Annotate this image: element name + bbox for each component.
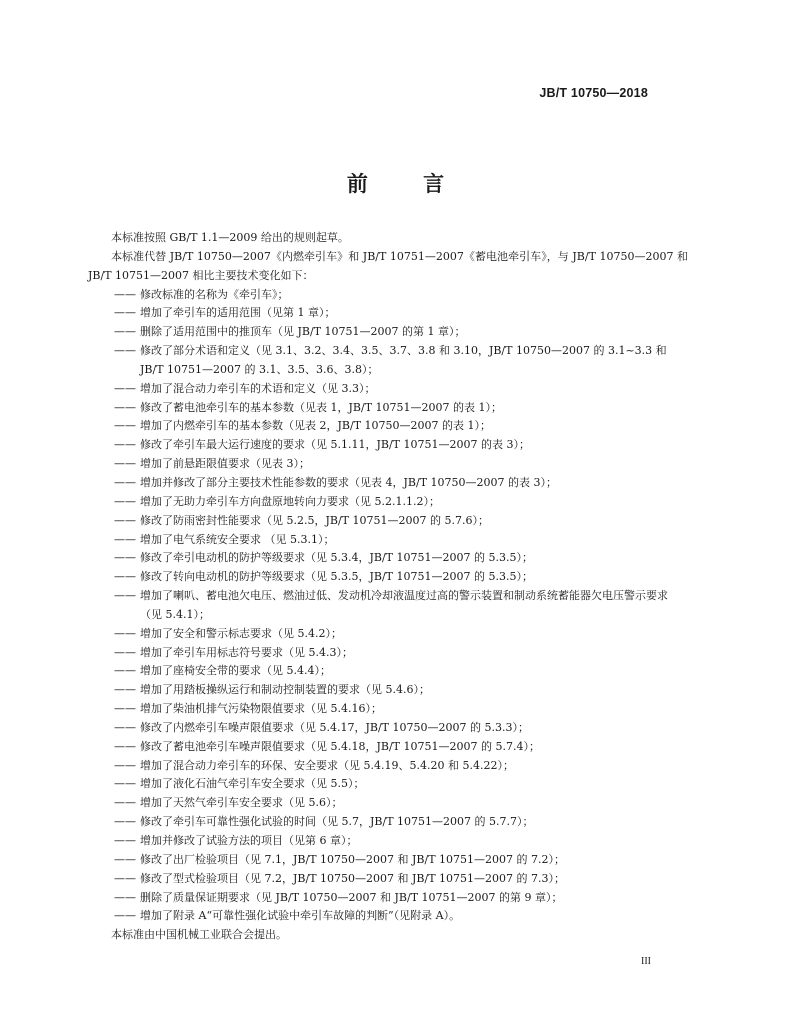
em-dash-marker: ——	[114, 815, 136, 829]
change-item-text: 增加了喇叭、蓄电池欠电压、燃油过低、发动机冷却液温度过高的警示装置和制动系统蓄能器欠电压警示要求（见 5.4.1）；	[140, 589, 668, 621]
em-dash-marker: ——	[114, 325, 136, 339]
em-dash-marker: ——	[114, 532, 136, 546]
em-dash-marker: ——	[114, 344, 136, 358]
change-item-text: 增加了液化石油气牵引车安全要求（见 5.5）；	[140, 777, 365, 791]
em-dash-marker: ——	[114, 720, 136, 734]
change-list-item	[114, 399, 688, 418]
change-list-item	[114, 644, 688, 663]
change-item-text: 增加了无助力牵引车方向盘原地转向力要求（见 5.2.1.1.2）；	[140, 494, 440, 508]
change-list-item	[114, 813, 688, 832]
standard-number: JB/T 10750—2018	[539, 86, 648, 100]
em-dash-marker: ——	[114, 513, 136, 527]
em-dash-marker: ——	[114, 287, 136, 301]
em-dash-marker: ——	[114, 438, 136, 452]
change-list	[88, 286, 688, 927]
em-dash-marker: ——	[114, 306, 136, 320]
change-list-item	[114, 700, 688, 719]
change-item-text: 增加了电气系统安全要求 （见 5.3.1）；	[140, 532, 335, 546]
change-item-text: 修改了内燃牵引车噪声限值要求（见 5.4.17，JB/T 10750—2007 的 5.3.3）；	[140, 720, 529, 734]
em-dash-marker: ——	[114, 852, 136, 866]
change-item-text: 修改了出厂检验项目（见 7.1，JB/T 10750—2007 和 JB/T 10751—2007 的 7.2）；	[140, 852, 566, 866]
change-list-item	[114, 436, 688, 455]
change-list-item	[114, 907, 688, 926]
em-dash-marker: ——	[114, 683, 136, 697]
em-dash-marker: ——	[114, 589, 136, 603]
em-dash-marker: ——	[114, 909, 136, 923]
intro-paragraph: 本标准按照 GB/T 1.1—2009 给出的规则起草。	[111, 231, 349, 244]
page-number: III	[641, 956, 651, 967]
change-list-item	[114, 455, 688, 474]
change-list-item	[114, 738, 688, 757]
em-dash-marker: ——	[114, 777, 136, 791]
em-dash-marker: ——	[114, 702, 136, 716]
change-list-item	[114, 681, 688, 700]
change-item-text: 增加并修改了试验方法的项目（见第 6 章）；	[140, 834, 358, 847]
em-dash-marker: ——	[114, 381, 136, 395]
change-item-text: 修改了型式检验项目（见 7.2，JB/T 10750—2007 和 JB/T 10751—2007 的 7.3）；	[140, 871, 566, 885]
replacement-paragraph: 本标准代替 JB/T 10750—2007《内燃牵引车》和 JB/T 10751—2007《蓄电池牵引车》，与 JB/T 10750—2007 和 JB/T 10751—2007 相比主要技术变化如下：	[88, 249, 688, 282]
change-item-text: 增加了牵引车用标志符号要求（见 5.4.3）；	[140, 645, 353, 659]
change-item-text: 增加了附录 A“可靠性强化试验中牵引车故障的判断”（见附录 A）。	[140, 909, 461, 923]
change-list-item	[114, 851, 688, 870]
change-list-item	[114, 493, 688, 512]
em-dash-marker: ——	[114, 890, 136, 904]
change-list-item	[114, 757, 688, 776]
change-item-text: 修改了防雨密封性能要求（见 5.2.5，JB/T 10751—2007 的 5.7.6）；	[140, 513, 489, 527]
change-list-item	[114, 304, 688, 323]
change-item-text: 增加了用踏板操纵运行和制动控制装置的要求（见 5.4.6）；	[140, 683, 430, 697]
foreword-body	[88, 229, 688, 945]
change-list-item	[114, 662, 688, 681]
change-list-item	[114, 342, 688, 380]
change-list-item	[114, 323, 688, 342]
em-dash-marker: ——	[114, 834, 136, 847]
change-item-text: 增加了安全和警示标志要求（见 5.4.2）；	[140, 626, 342, 640]
change-item-text: 增加了天然气牵引车安全要求（见 5.6）；	[140, 796, 343, 810]
em-dash-marker: ——	[114, 457, 136, 471]
change-item-text: 增加了座椅安全带的要求（见 5.4.4）；	[140, 664, 331, 678]
em-dash-marker: ——	[114, 400, 136, 414]
change-item-text: 增加了混合动力牵引车的环保、安全要求（见 5.4.19、5.4.20 和 5.4.22）；	[140, 758, 514, 772]
em-dash-marker: ——	[114, 664, 136, 678]
change-item-text: 增加了牵引车的适用范围（见第 1 章）；	[140, 306, 336, 320]
change-list-item	[114, 625, 688, 644]
change-item-text: 修改标准的名称为《牵引车》；	[140, 287, 289, 301]
change-item-text: 修改了转向电动机的防护等级要求（见 5.3.5，JB/T 10751—2007 的 5.3.5）；	[140, 570, 533, 584]
em-dash-marker: ——	[114, 419, 136, 433]
change-list-item	[114, 832, 688, 851]
change-list-item	[114, 417, 688, 436]
change-item-text: 修改了牵引电动机的防护等级要求（见 5.3.4，JB/T 10751—2007 的 5.3.5）；	[140, 551, 533, 565]
change-list-item	[114, 889, 688, 908]
em-dash-marker: ——	[114, 796, 136, 810]
change-list-item	[114, 549, 688, 568]
em-dash-marker: ——	[114, 626, 136, 640]
closing-paragraph: 本标准由中国机械工业联合会提出。	[111, 928, 287, 942]
change-item-text: 修改了蓄电池牵引车的基本参数（见表 1，JB/T 10751—2007 的表 1）；	[140, 400, 503, 414]
em-dash-marker: ——	[114, 475, 136, 489]
em-dash-marker: ——	[114, 739, 136, 753]
change-item-text: 修改了牵引车最大运行速度的要求（见 5.1.11，JB/T 10751—2007 的表 3）；	[140, 438, 530, 452]
em-dash-marker: ——	[114, 570, 136, 584]
change-item-text: 增加并修改了部分主要技术性能参数的要求（见表 4，JB/T 10750—2007 的表 3）；	[140, 475, 558, 489]
change-list-item	[114, 794, 688, 813]
em-dash-marker: ——	[114, 494, 136, 508]
em-dash-marker: ——	[114, 645, 136, 659]
change-list-item	[114, 719, 688, 738]
change-list-item	[114, 531, 688, 550]
change-list-item	[114, 380, 688, 399]
change-item-text: 修改了蓄电池牵引车噪声限值要求（见 5.4.18，JB/T 10751—2007 的 5.7.4）；	[140, 739, 540, 753]
change-list-item	[114, 568, 688, 587]
change-item-text: 增加了前悬距限值要求（见表 3）；	[140, 457, 310, 471]
em-dash-marker: ——	[114, 871, 136, 885]
change-item-text: 修改了牵引车可靠性强化试验的时间（见 5.7，JB/T 10751—2007 的 5.7.7）；	[140, 815, 534, 829]
change-list-item	[114, 286, 688, 305]
change-list-item	[114, 775, 688, 794]
change-item-text: 删除了质量保证期要求（见 JB/T 10750—2007 和 JB/T 10751—2007 的第 9 章）；	[140, 890, 563, 904]
change-item-text: 增加了混合动力牵引车的术语和定义（见 3.3）；	[140, 381, 376, 395]
change-item-text: 增加了柴油机排气污染物限值要求（见 5.4.16）；	[140, 702, 382, 716]
em-dash-marker: ——	[114, 758, 136, 772]
change-list-item	[114, 474, 688, 493]
change-list-item	[114, 587, 688, 625]
em-dash-marker: ——	[114, 551, 136, 565]
change-item-text: 删除了适用范围中的推顶车（见 JB/T 10751—2007 的第 1 章）；	[140, 325, 466, 339]
change-list-item	[114, 512, 688, 531]
change-item-text: 增加了内燃牵引车的基本参数（见表 2，JB/T 10750—2007 的表 1）；	[140, 419, 492, 433]
change-item-text: 修改了部分术语和定义（见 3.1、3.2、3.4、3.5、3.7、3.8 和 3.10，JB/T 10750—2007 的 3.1~3.3 和 JB/T 10751—2007 的 3.1、3.5、3.6、3.8）；	[140, 344, 667, 376]
page-title: 前 言	[346, 172, 469, 196]
change-list-item	[114, 870, 688, 889]
